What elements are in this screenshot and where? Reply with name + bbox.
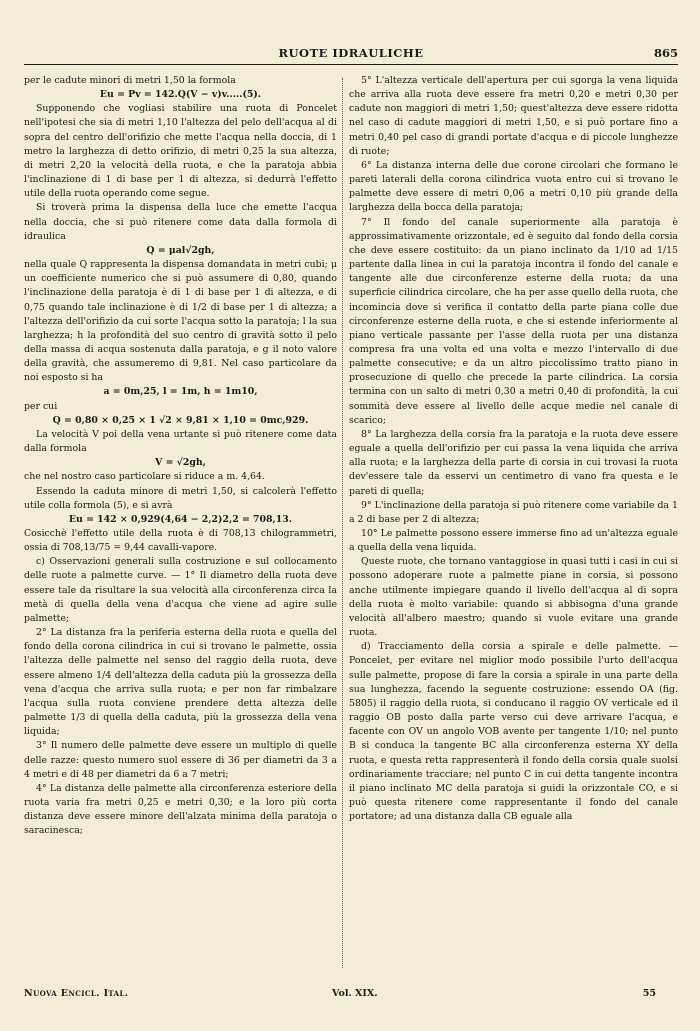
- paragraph: 3° Il numero delle palmette deve essere un multiplo di quelle delle razze: questo numero suol essere di 36 per diametri da 3 a 4 metri e di 48 per diametri da 6 a 7 metri;: [24, 740, 337, 780]
- paragraph: Essendo la caduta minore di metri 1,50, si calcolerà l'effetto utile colla formola (5), e si avrà: [24, 485, 337, 511]
- running-header: [24, 44, 678, 65]
- equation: Eu = 142 × 0,929(4,64 − 2,2)2,2 = 708,13.: [68, 513, 293, 525]
- paragraph: Si troverà prima la dispensa della luce che emette l'acqua nella doccia, che si può ritenere come data dalla formola di idraulica: [24, 202, 337, 242]
- right-text-column: [349, 74, 678, 978]
- paragraph: Queste ruote, che tornano vantaggiose in quasi tutti i casi in cui si possono adoperare ruote a palmette piane in corsia, si possono anche utilmente impiegare quando il livello dell'acqua al di sopra della ruota è molto variabile: quando si abbisogna d'una grande velocità all'albero maestro; quando si vuole evitare una grande ruota.: [349, 556, 678, 639]
- page-footer: [24, 988, 678, 1004]
- paragraph: 10° Le palmette possono essere immerse fino ad un'altezza eguale a quella della vena liquida.: [349, 528, 678, 554]
- paragraph: per cui: [24, 400, 58, 412]
- paragraph: Cosicchè l'effetto utile della ruota è di 708,13 chilogrammetri, ossia di 708,13/75 = 9,44 cavalli-vapore.: [24, 528, 337, 554]
- paragraph: per le cadute minori di metri 1,50 la formola: [24, 75, 236, 86]
- equation: Q = 0,80 × 0,25 × 1 √2 × 9,81 × 1,10 = 0mc,929.: [52, 414, 309, 426]
- paragraph: che nel nostro caso particolare si riduce a m. 4,64.: [24, 471, 265, 483]
- paragraph: 8° La larghezza della corsia fra la paratoja e la ruota deve essere eguale a quella dell'orifizio per cui passa la vena liquida che arriva alla ruota; e la larghezza della parte di corsia in cui trovasi la ruota dev'essere tale da esservi un centimetro di vano fra questa e le pareti di quella;: [349, 428, 678, 497]
- paragraph: 6° La distanza interna delle due corone circolari che formano le pareti laterali della corona cilindrica vuota entro cui si trovano le palmette deve essere di metri 0,06 a metri 0,10 più grande della larghezza della bocca della paratoja;: [349, 159, 678, 214]
- footer-signature: 55: [642, 988, 656, 999]
- paragraph: d) Tracciamento della corsia a spirale e delle palmette. — Poncelet, per evitare nel miglior modo possibile l'urto dell'acqua sulle palmette, propose di fare la corsia a spirale in una parte della sua lunghezza, facendo la seguente costruzione: essendo OA (fig. 5805) il raggio della ruota, si conducano il raggio OV verticale ed il raggio OB posto dalla parte verso cui deve arrivare l'acqua, e facente con OV un angolo VOB avente per tangente 1/10; nel punto B si conduca la tangente BC alla circonferenza esterna XY della ruota, e questa retta rappresenterà il fondo della corsia quale suolsi ordinariamente tracciare; nel punto C in cui detta tangente incontra il piano inclinato MC della paratoja si guidi la orizzontale CO, e si può questa ritenere come rappresentante il fondo del canale portatore; ad una distanza dalla CB eguale alla: [349, 641, 678, 823]
- paragraph: nella quale Q rappresenta la dispensa domandata in metri cubi; μ un coefficiente numerico che si può assumere di 0,80, quando l'inclinazione della paratoja è di 1 di base per 1 di altezza, e di 0,75 quando tale inclinazione è di 1/2 di base per 1 di altezza; a l'altezza dell'orifizio da cui sorte l'acqua sotto la paratoja; l la sua larghezza; h la profondità del suo centro di gravità sotto il pelo della massa di acqua sostenuta dalla paratoja, e g il noto valore della gravità, che assumeremo di 9,81. Nel caso particolare da noi esposto si ha: [24, 259, 337, 384]
- left-text-column: [24, 74, 337, 978]
- column-divider: [342, 78, 343, 968]
- running-title: RUOTE IDRAULICHE: [278, 46, 424, 60]
- paragraph: 7° Il fondo del canale superiormente alla paratoja è approssimativamente orizzontale, ed è seguito dal fondo della corsia che deve essere costituito: da un piano inclinato da 1/10 ad 1/15 partente dalla linea in cui la paratoja incontra il fondo del canale e tangente alle due circonferenze esterne della ruota; da una superficie cilindrica circolare, che ha per asse quello della ruota, che incomincia dove si verifica il contatto della parte piana colle due circonferenze esterne della ruota, e che si estende inferiormente al piano verticale passante per l'asse della ruota per una distanza compresa fra una volta ed una volta e mezzo l'intervallo di due palmette consecutive; e da un altro piccolissimo tratto piano in prosecuzione di quello che precede la parte cilindrica. La corsia termina con un salto di metri 0,30 a metri 0,40 di profondità, la cui sommità deve essere al livello delle acque medie nel canale di scarico;: [349, 216, 678, 426]
- paragraph: 4° La distanza delle palmette alla circonferenza esteriore della ruota varia fra metri 0,25 e metri 0,30; e la loro più corta distanza deve essere minore dell'alzata minima della paratoja o saracinesca;: [24, 782, 337, 837]
- equation: V = √2gh,: [155, 457, 206, 469]
- footer-volume: Vol. XIX.: [332, 988, 378, 999]
- paragraph: La velocità V poi della vena urtante si può ritenere come data dalla formola: [24, 428, 337, 455]
- paragraph: Supponendo che vogliasi stabilire una ruota di Poncelet nell'ipotesi che sia di metri 1,10 l'altezza del pelo dell'acqua al di sopra del centro dell'orifizio che mette l'acqua nella doccia, di 1 metro la larghezza di detto orifizio, di metri 0,25 la sua altezza, di metri 2,20 la velocità della ruota, e che la paratoja abbia l'inclinazione di 1 di base per 1 di altezza, si dedurrà l'effetto utile della ruota operando come segue.: [24, 103, 337, 200]
- page-number: 865: [653, 46, 678, 60]
- footer-publication: Nuova Encicl. Ital.: [24, 988, 129, 999]
- paragraph: 9° L'inclinazione della paratoja si può ritenere come variabile da 1 a 2 di base per 2 di altezza;: [349, 499, 678, 525]
- equation: Eu = Pv = 142.Q(V − v)v.....(5).: [99, 89, 262, 101]
- paragraph: 5° L'altezza verticale dell'apertura per cui sgorga la vena liquida che arriva alla ruota deve essere fra metri 0,20 e metri 0,30 per cadute non maggiori di metri 1,50; quest'altezza deve essere ridotta nel caso di cadute maggiori di metri 1,50, e si può portare fino a metri 0,40 pel caso di grandi portate d'acqua e di piccole lunghezze di ruote;: [349, 75, 678, 157]
- equation: a = 0m,25, l = 1m, h = 1m10,: [103, 386, 258, 398]
- equation: Q = μal√2gh,: [146, 244, 215, 256]
- paragraph: c) Osservazioni generali sulla costruzione e sul collocamento delle ruote a palmette curve. — 1° Il diametro della ruota deve essere tale da risultare la sua velocità alla circonferenza circa la metà di quella della vena d'acqua che viene ad agire sulle palmette;: [24, 556, 337, 624]
- paragraph: 2° La distanza fra la periferia esterna della ruota e quella del fondo della corona cilindrica in cui si trovano le palmette, ossia l'altezza delle palmette nel senso del raggio della ruota, deve essere almeno 1/4 dell'altezza della caduta più la grossezza della vena d'acqua che arriva sulla ruota; e per non far rimbalzare l'acqua sulla ruota conviene prendere detta altezza delle palmette 1/3 di quella della caduta, più la grossezza della vena liquida;: [24, 627, 337, 738]
